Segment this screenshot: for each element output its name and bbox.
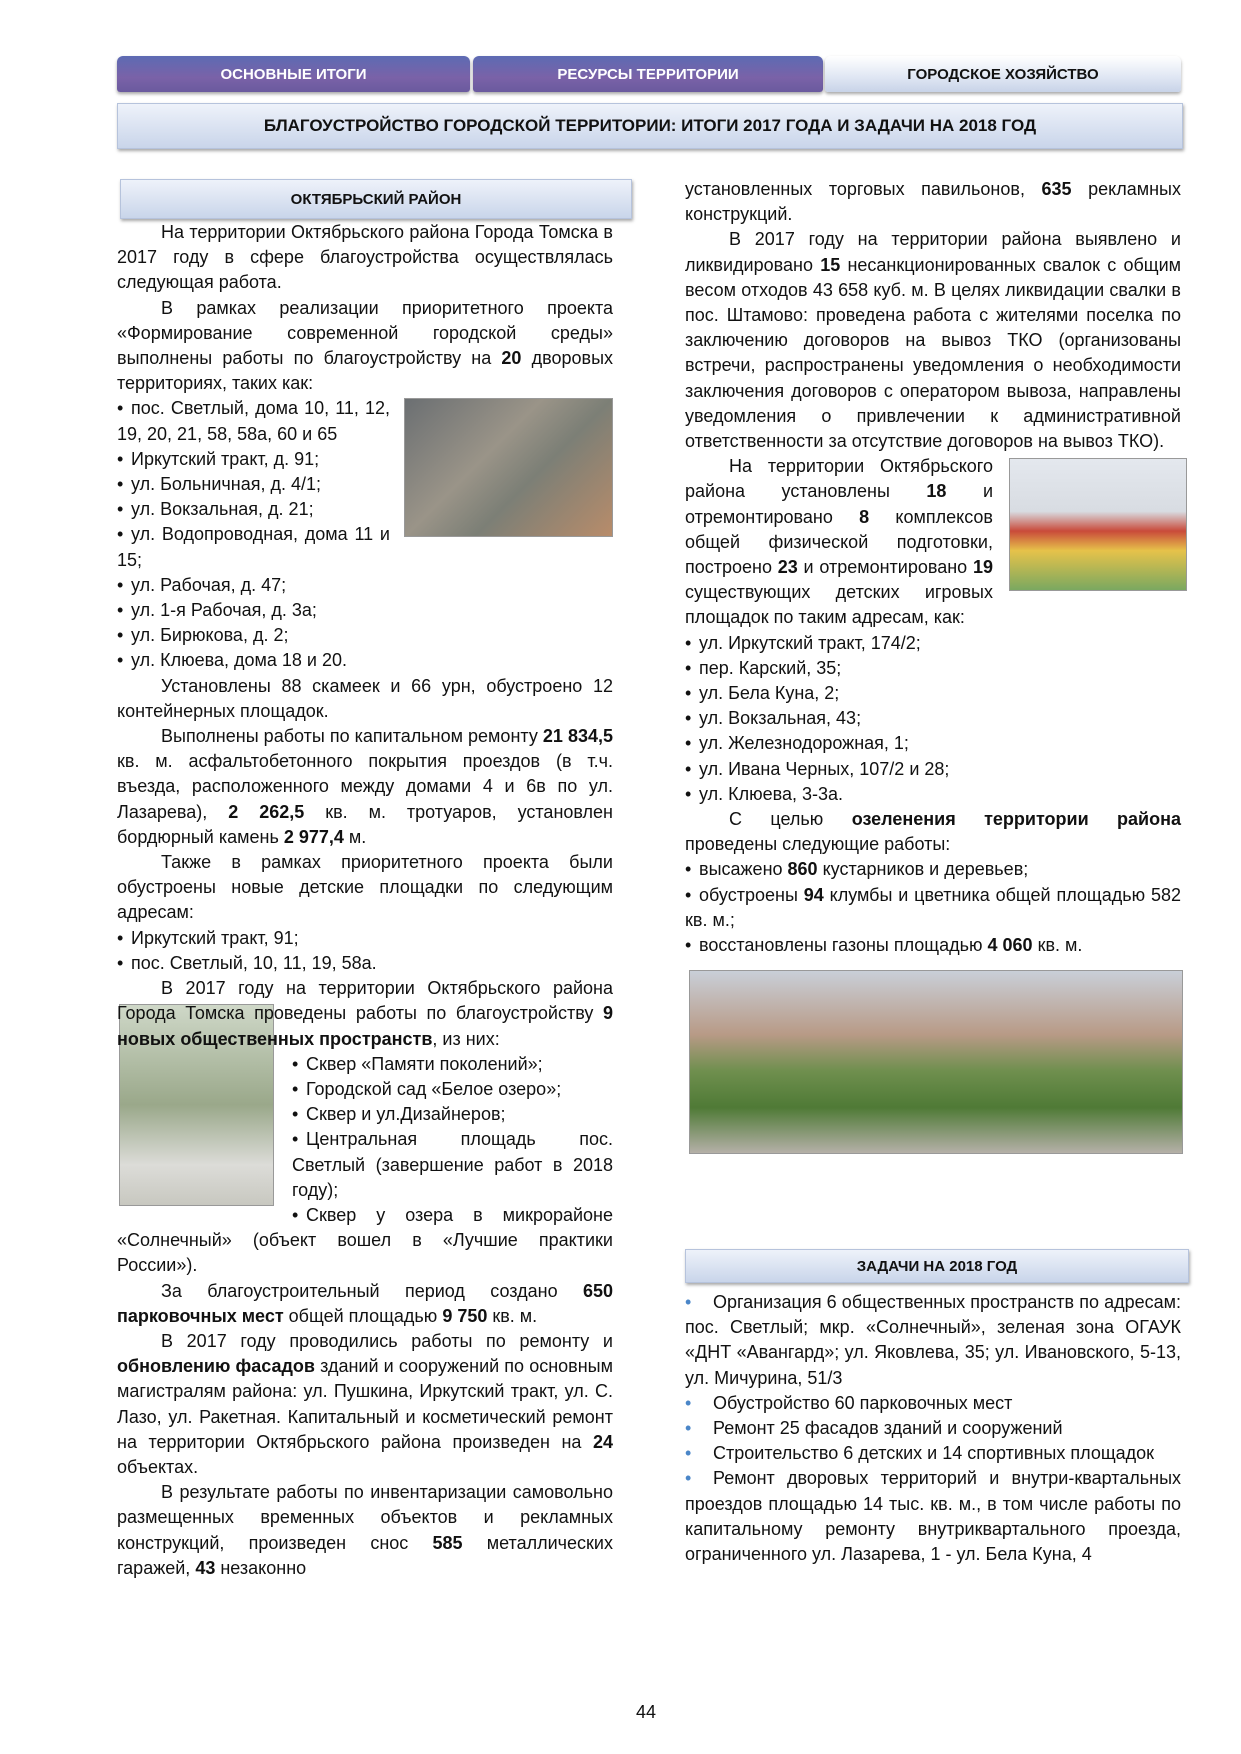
bold-text: обновлению фасадов (117, 1356, 315, 1377)
bold-text: 9 новых общественных пространств (117, 1003, 613, 1049)
text: зданий и сооружений по основным магистралям района: ул. Пушкина, Иркутский тракт, ул. С. Лазо, ул. Ракетная. Капитальный и косметический ремонт на территории Октябрьского района произведен на (117, 1356, 613, 1452)
page-number: 44 (636, 1702, 657, 1722)
text: незаконно (215, 1557, 307, 1578)
list-item-text: ул. Иркутский тракт, 174/2; (699, 632, 921, 653)
bullet-icon: • (685, 783, 692, 804)
list-item-text: Сквер «Памяти поколений»; (306, 1053, 543, 1074)
bullet-icon: • (117, 574, 124, 595)
text: металлических гаражей, (117, 1532, 613, 1578)
text: кустарников и деревьев; (817, 859, 1029, 880)
list-item-text: ул. Бела Куна, 2; (699, 683, 840, 704)
text: высажено (699, 859, 788, 880)
bold-text: 8 (859, 506, 870, 527)
list-item (117, 926, 613, 951)
text: Выполнены работы по капитальном ремонту (161, 726, 543, 747)
paragraph (117, 850, 613, 926)
list-item-text: Обустройство 60 парковочных мест (713, 1392, 1013, 1413)
list-item-text: ул. Бирюкова, д. 2; (131, 625, 289, 646)
text: общей площадью (283, 1305, 443, 1326)
list-item (685, 757, 1181, 782)
bold-text: 650 парковочных мест (117, 1280, 613, 1326)
tab-city-economy[interactable]: ГОРОДСКОЕ ХОЗЯЙСТВО (825, 56, 1181, 92)
text: дворовых территориях, таких как: (117, 348, 614, 394)
text: На территории Октябрьского района Города Томска в 2017 году в сфере благоустройства осуществлялась следующая работа. (117, 222, 613, 293)
park-photo (689, 970, 1183, 1154)
bold-text: озеленения территории района (851, 809, 1182, 830)
bullet-icon: • (685, 1468, 692, 1489)
bullet-icon: • (685, 935, 692, 956)
paragraph (117, 220, 613, 296)
list-item (685, 1290, 1181, 1391)
paragraph (685, 177, 1181, 227)
bullet-icon: • (117, 448, 124, 469)
bullet-icon: • (117, 927, 124, 948)
list-item (117, 573, 613, 598)
bullet-icon: • (117, 600, 124, 621)
paragraph (117, 1279, 613, 1329)
list-item (117, 1203, 613, 1279)
text: установленных торговых павильонов, (685, 179, 1042, 199)
bullet-icon: • (292, 1204, 299, 1225)
addresses-list (685, 631, 1181, 807)
bold-text: 43 (195, 1557, 216, 1578)
bullet-icon: • (685, 708, 692, 729)
right-column (685, 177, 1181, 1154)
list-item-text: Ремонт 25 фасадов зданий и сооружений (713, 1418, 1063, 1439)
tasks-list (685, 1290, 1181, 1567)
bullet-icon: • (292, 1104, 299, 1125)
text: восстановлены газоны площадью (699, 935, 988, 956)
text: В 2017 году на территории района выявлено и ликвидировано (685, 229, 1181, 275)
list-item (685, 731, 1181, 756)
list-item-text: ул. Клюева, дома 18 и 20. (131, 650, 347, 671)
list-item-text: Центральная площадь пос. Светлый (завершение работ в 2018 году); (292, 1129, 613, 1200)
tasks-heading: ЗАДАЧИ НА 2018 ГОД (685, 1249, 1189, 1283)
text: За благоустроительный период создано (161, 1280, 583, 1301)
section-heading: ОКТЯБРЬСКИЙ РАЙОН (120, 179, 632, 219)
list-item (117, 623, 613, 648)
bullet-icon: • (685, 884, 692, 905)
playgrounds-list (117, 926, 613, 976)
tasks-column (685, 1290, 1181, 1567)
bold-text: 21 834,5 (542, 726, 613, 747)
list-item-text: Городской сад «Белое озеро»; (306, 1078, 562, 1099)
text: объектах. (117, 1456, 199, 1477)
courtyard-photo (404, 398, 613, 537)
bullet-icon: • (117, 398, 124, 419)
text: Установлены 88 скамеек и 66 урн, обустроено 12 контейнерных площадок. (117, 675, 613, 721)
bullet-icon: • (685, 1418, 692, 1439)
list-item (117, 648, 613, 673)
list-item-text: ул. Вокзальная, д. 21; (131, 499, 314, 520)
paragraph (117, 724, 613, 850)
paragraph (685, 807, 1181, 857)
paragraph (117, 1329, 613, 1480)
bold-text: 4 060 (987, 935, 1033, 956)
text: В 2017 году проводились работы по ремонту и (161, 1330, 613, 1351)
bold-text: 635 (1041, 179, 1072, 199)
bold-text: 2 977,4 (283, 826, 344, 847)
page-title: БЛАГОУСТРОЙСТВО ГОРОДСКОЙ ТЕРРИТОРИИ: ИТОГИ 2017 ГОДА И ЗАДАЧИ НА 2018 ГОД (117, 103, 1183, 149)
bullet-icon: • (685, 632, 692, 653)
text: проведены следующие работы: (685, 834, 951, 855)
bullet-icon: • (685, 657, 692, 678)
text: С целью (729, 809, 852, 830)
bullet-icon: • (117, 474, 124, 495)
text: кв. м. тротуаров, установлен бордюрный камень (117, 801, 613, 847)
bullet-icon: • (117, 625, 124, 646)
bullet-icon: • (685, 1292, 692, 1312)
tab-territory-resources[interactable]: РЕСУРСЫ ТЕРРИТОРИИ (473, 56, 823, 92)
list-item-text: Сквер и ул.Дизайнеров; (306, 1104, 506, 1125)
bullet-icon: • (292, 1129, 299, 1150)
tab-main-results[interactable]: ОСНОВНЫЕ ИТОГИ (117, 56, 470, 92)
text: комплексов общей физической подготовки, построено (685, 506, 993, 578)
bullet-icon: • (685, 758, 692, 779)
bullet-icon: • (117, 524, 124, 545)
paragraph (117, 976, 613, 1052)
list-item-text: ул. Водопроводная, дома 11 и 15; (117, 524, 390, 570)
paragraph (685, 227, 1181, 454)
bullet-icon: • (117, 952, 124, 973)
bold-text: 20 (501, 348, 522, 369)
bullet-icon: • (685, 859, 692, 880)
list-item (117, 951, 613, 976)
text: несанкционированных свалок с общим весом отходов 43 658 куб. м. В целях ликвидации свалки в пос. Штамово: проведена работа с жителями поселка по заключению договоров на вывоз ТКО (организованы встречи, распространены уведомления о необходимости заключения договоров с оператором вывоза, направлены уведомления о привлечении к административной ответственности за отсутствие договоров на вывоз ТКО). (685, 254, 1182, 452)
list-item-text: Иркутский тракт, 91; (131, 927, 299, 948)
text: кв. м. асфальтобетонного покрытия проездов (в т.ч. въезда, расположенного между домами 4 и 6в по ул. Лазарева), (117, 751, 613, 822)
list-item-text: Строительство 6 детских и 14 спортивных площадок (713, 1443, 1155, 1464)
list-item-text: Сквер у озера в микрорайоне «Солнечный» (объект вошел в «Лучшие практики России»). (117, 1204, 613, 1276)
list-item (685, 857, 1181, 882)
text: , из них: (432, 1028, 500, 1049)
list-item (685, 883, 1181, 933)
bullet-icon: • (685, 1443, 692, 1464)
list-item (685, 706, 1181, 731)
list-item (685, 681, 1181, 706)
list-item-text: ул. Железнодорожная, 1; (699, 733, 909, 754)
text: клумбы и цветника общей площадью 582 кв. м.; (685, 884, 1181, 930)
list-item-text: ул. 1-я Рабочая, д. 3а; (131, 600, 317, 621)
list-item (685, 1416, 1181, 1441)
bullet-icon: • (685, 683, 692, 704)
text: и отремонтировано (797, 557, 973, 578)
text: На территории Октябрьского района установлены (685, 456, 993, 502)
text: В рамках реализации приоритетного проекта «Формирование современной городской среды» выполнены работы по благоустройству на (117, 297, 613, 369)
list-item-text: Организация 6 общественных пространств по адресам: пос. Светлый; мкр. «Солнечный», зеленая зона ОГАУК «ДНТ «Авангард»; ул. Яковлева, 35; ул. Ивановского, 5-13, ул. Мичурина, 51/3 (685, 1292, 1181, 1388)
bold-text: 94 (803, 884, 824, 905)
bold-text: 860 (787, 859, 818, 880)
list-item (685, 631, 1181, 656)
bold-text: 9 750 (442, 1305, 488, 1326)
bold-text: 24 (592, 1431, 613, 1452)
bullet-icon: • (685, 733, 692, 754)
text: кв. м. (1032, 935, 1083, 956)
bullet-icon: • (292, 1078, 299, 1099)
list-item-text: Иркутский тракт, д. 91; (131, 448, 320, 469)
list-item-text: Ремонт дворовых территорий и внутри-квартальных проездов площадью 14 тыс. кв. м., в том числе работы по капитальному ремонту внутриквартального проезда, ограниченного ул. Лазарева, 1 - ул. Бела Куна, 4 (685, 1468, 1181, 1565)
bold-text: 19 (972, 557, 993, 578)
list-item-text: пос. Светлый, дома 10, 11, 12, 19, 20, 21, 58, 58а, 60 и 65 (117, 398, 390, 444)
bullet-icon: • (117, 499, 124, 520)
list-item-text: ул. Вокзальная, 43; (699, 708, 862, 729)
list-item-text: ул. Клюева, 3-3а. (699, 783, 844, 804)
paragraph (117, 674, 613, 724)
list-item (685, 656, 1181, 681)
text: существующих детских игровых площадок по таким адресам, как: (685, 582, 993, 628)
text: кв. м. (487, 1305, 538, 1326)
list-item (685, 1391, 1181, 1416)
bullet-icon: • (292, 1053, 299, 1074)
text: м. (343, 826, 367, 847)
list-item (685, 933, 1181, 958)
text: В результате работы по инвентаризации самовольно размещенных временных объектов и рекламных конструкций, произведен снос (117, 1482, 613, 1553)
bold-text: 23 (777, 557, 798, 578)
bold-text: 15 (820, 254, 841, 275)
bullet-icon: • (685, 1392, 692, 1413)
bold-text: 18 (926, 481, 947, 502)
list-item-text: пос. Светлый, 10, 11, 19, 58а. (131, 952, 377, 973)
text: рекламных конструкций. (685, 179, 1181, 225)
greening-list (685, 857, 1181, 958)
list-item (685, 1466, 1181, 1567)
list-item-text: ул. Рабочая, д. 47; (131, 574, 287, 595)
list-item-text: ул. Ивана Черных, 107/2 и 28; (699, 758, 950, 779)
playground-photo (1009, 458, 1187, 591)
list-item (685, 782, 1181, 807)
list-item (117, 598, 613, 623)
text: В 2017 году на территории Октябрьского района Города Томска проведены работы по благоустройству (117, 978, 613, 1024)
text: обустроены (699, 884, 804, 905)
bullet-icon: • (117, 650, 124, 671)
list-item (685, 1441, 1181, 1466)
text: Также в рамках приоритетного проекта были обустроены новые детские площадки по следующим адресам: (117, 852, 613, 923)
list-item-text: пер. Карский, 35; (699, 657, 842, 678)
paragraph (117, 1480, 613, 1581)
paragraph (117, 296, 613, 397)
left-column (117, 220, 613, 1581)
bold-text: 2 262,5 (228, 801, 305, 822)
list-item-text: ул. Больничная, д. 4/1; (131, 474, 322, 495)
bold-text: 585 (432, 1532, 463, 1553)
text: и отремонтировано (685, 481, 993, 527)
